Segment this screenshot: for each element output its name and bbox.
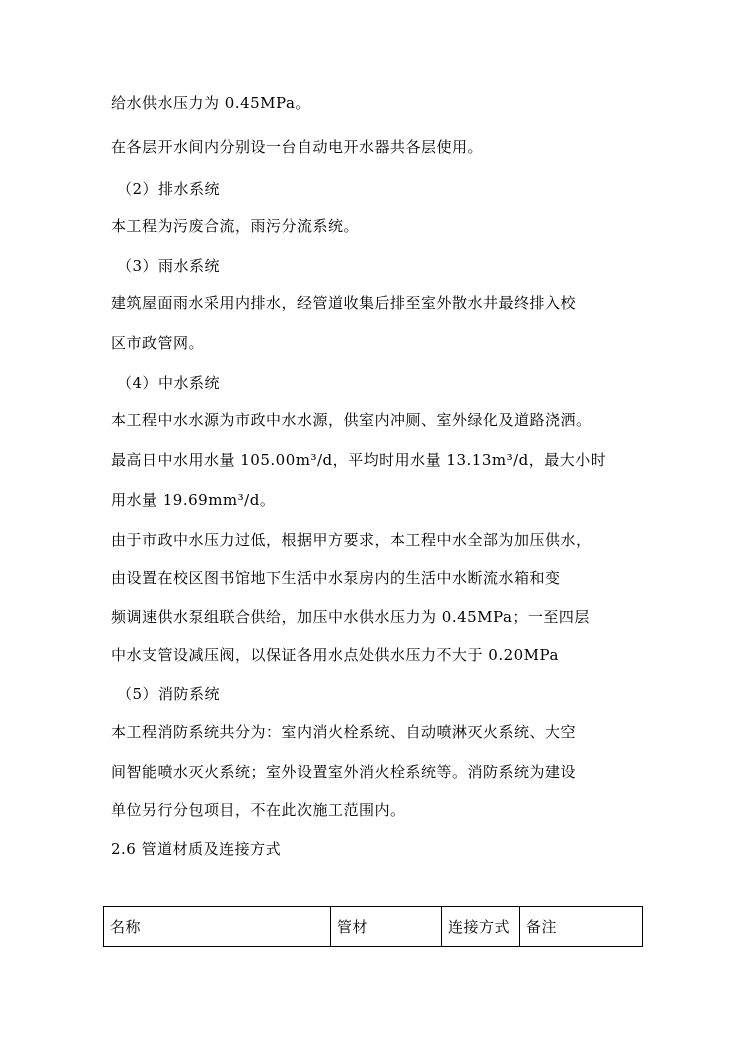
heading-fire-protection-system: （5）消防系统 xyxy=(117,685,221,703)
paragraph-fire-line1: 本工程消防系统共分为：室内消火栓系统、自动喷淋灭火系统、大空 xyxy=(111,723,577,741)
paragraph-rainwater-line2: 区市政管网。 xyxy=(111,334,205,352)
paragraph-reclaimed-usage-line2: 用水量 19.69mm³/d。 xyxy=(111,491,276,509)
table-header-row xyxy=(104,907,643,947)
paragraph-fire-line3: 单位另行分包项目，不在此次施工范围内。 xyxy=(111,801,406,819)
paragraph-reclaimed-usage-line1: 最高日中水用水量 105.00m³/d，平均时用水量 13.13m³/d，最大小时 xyxy=(111,451,607,469)
heading-rainwater-system: （3）雨水系统 xyxy=(117,257,221,275)
table-header-pipe-material: 管材 xyxy=(331,907,442,947)
paragraph-water-pressure: 给水供水压力为 0.45MPa。 xyxy=(111,94,311,112)
paragraph-rainwater-line1: 建筑屋面雨水采用内排水，经管道收集后排至室外散水井最终排入校 xyxy=(111,294,577,312)
paragraph-pressure-line4: 中水支管设减压阀，以保证各用水点处供水压力不大于 0.20MPa xyxy=(111,646,559,664)
section-heading-pipe-materials: 2.6 管道材质及连接方式 xyxy=(111,840,282,858)
paragraph-drainage: 本工程为污废合流，雨污分流系统。 xyxy=(111,217,360,235)
pipe-material-table xyxy=(103,906,643,947)
paragraph-pressure-line3: 频调速供水泵组联合供给，加压中水供水压力为 0.45MPa；一至四层 xyxy=(111,608,590,626)
paragraph-pressure-line1: 由于市政中水压力过低，根据甲方要求，本工程中水全部为加压供水， xyxy=(111,531,592,549)
table-header-name: 名称 xyxy=(104,907,331,947)
paragraph-reclaimed-source: 本工程中水水源为市政中水水源，供室内冲厕、室外绿化及道路浇洒。 xyxy=(111,411,592,429)
heading-reclaimed-water-system: （4）中水系统 xyxy=(117,374,221,392)
heading-drainage-system: （2）排水系统 xyxy=(117,180,221,198)
paragraph-pressure-line2: 由设置在校区图书馆地下生活中水泵房内的生活中水断流水箱和变 xyxy=(111,569,561,587)
paragraph-fire-line2: 间智能喷水灭火系统；室外设置室外消火栓系统等。消防系统为建设 xyxy=(111,763,577,781)
table-header-remarks: 备注 xyxy=(520,907,643,947)
table-header-connection-method: 连接方式 xyxy=(442,907,520,947)
paragraph-water-heater: 在各层开水间内分别设一台自动电开水器共各层使用。 xyxy=(111,138,484,156)
